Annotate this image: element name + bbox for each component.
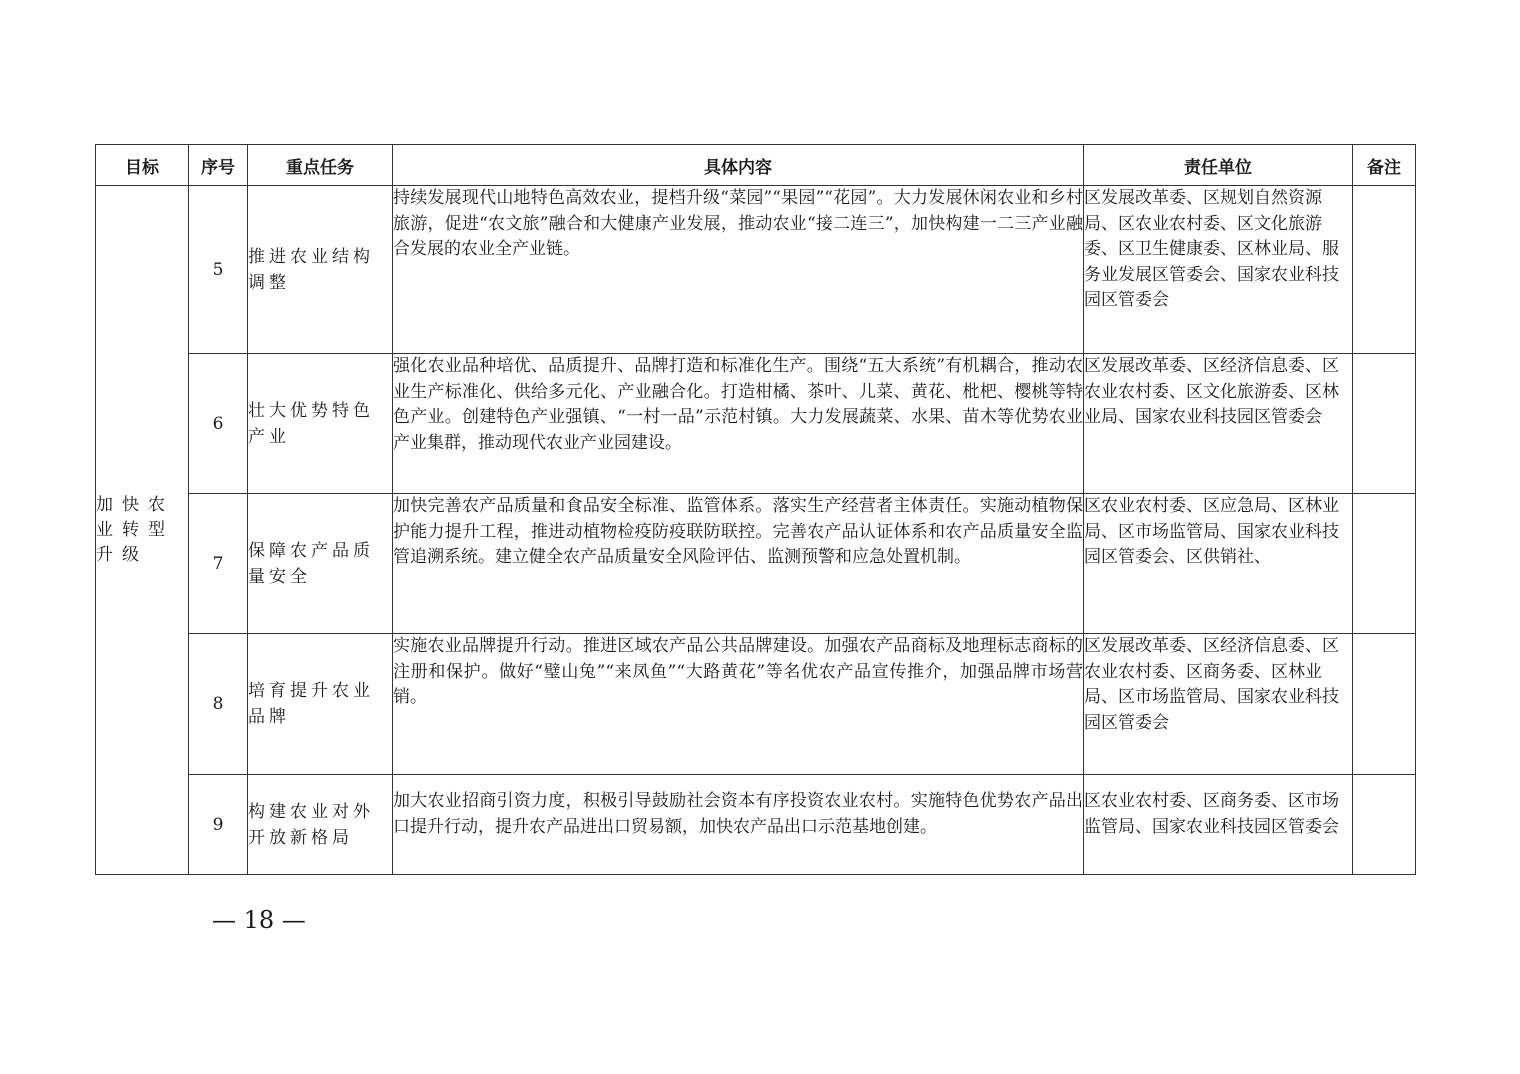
table-row <box>96 186 1416 354</box>
units-cell: 区发展改革委、区经济信息委、区农业农村委、区商务委、区林业局、区市场监管局、国家农业科技园区管委会 <box>1084 634 1353 775</box>
units-cell: 区发展改革委、区经济信息委、区农业农村委、区文化旅游委、区林业局、国家农业科技园区管委会 <box>1084 354 1353 494</box>
content-cell: 实施农业品牌提升行动。推进区域农产品公共品牌建设。加强农产品商标及地理标志商标的注册和保护。做好“璧山兔”“来凤鱼”“大路黄花”等名优农产品宣传推介，加强品牌市场营销。 <box>393 634 1084 775</box>
page-number: — 18 — <box>212 906 306 934</box>
task-cell: 保障农产品质量安全 <box>248 494 393 634</box>
table-row <box>96 494 1416 634</box>
table-header-row <box>96 145 1416 186</box>
note-cell <box>1353 494 1416 634</box>
content-cell: 加快完善农产品质量和食品安全标准、监管体系。落实生产经营者主体责任。实施动植物保护能力提升工程，推进动植物检疫防疫联防联控。完善农产品认证体系和农产品质量安全监管追溯系统。建立健全农产品质量安全风险评估、监测预警和应急处置机制。 <box>393 494 1084 634</box>
seq-cell: 8 <box>189 634 248 775</box>
note-cell <box>1353 775 1416 875</box>
content-cell: 持续发展现代山地特色高效农业，提档升级“菜园”“果园”“花园”。大力发展休闲农业和乡村旅游，促进“农文旅”融合和大健康产业发展，推动农业“接二连三”，加快构建一二三产业融合发展的农业全产业链。 <box>393 186 1084 354</box>
note-cell <box>1353 186 1416 354</box>
header-goal: 目标 <box>96 145 189 186</box>
seq-cell: 7 <box>189 494 248 634</box>
note-cell <box>1353 634 1416 775</box>
table-row <box>96 354 1416 494</box>
table-row <box>96 634 1416 775</box>
seq-cell: 5 <box>189 186 248 354</box>
seq-cell: 9 <box>189 775 248 875</box>
task-cell: 培育提升农业品牌 <box>248 634 393 775</box>
task-cell: 壮大优势特色产业 <box>248 354 393 494</box>
header-content: 具体内容 <box>393 145 1084 186</box>
seq-cell: 6 <box>189 354 248 494</box>
task-cell: 推进农业结构调整 <box>248 186 393 354</box>
task-cell: 构建农业对外开放新格局 <box>248 775 393 875</box>
header-seq: 序号 <box>189 145 248 186</box>
units-cell: 区农业农村委、区应急局、区林业局、区市场监管局、国家农业科技园区管委会、区供销社、 <box>1084 494 1353 634</box>
units-cell: 区农业农村委、区商务委、区市场监管局、国家农业科技园区管委会 <box>1084 775 1353 875</box>
header-task: 重点任务 <box>248 145 393 186</box>
header-note: 备注 <box>1353 145 1416 186</box>
table-row <box>96 775 1416 875</box>
content-cell: 加大农业招商引资力度，积极引导鼓励社会资本有序投资农业农村。实施特色优势农产品出口提升行动，提升农产品进出口贸易额，加快农产品出口示范基地创建。 <box>393 775 1084 875</box>
units-cell: 区发展改革委、区规划自然资源局、区农业农村委、区文化旅游委、区卫生健康委、区林业局、服务业发展区管委会、国家农业科技园区管委会 <box>1084 186 1353 354</box>
goal-cell: 加快农业转型升级 <box>96 186 189 875</box>
note-cell <box>1353 354 1416 494</box>
content-cell: 强化农业品种培优、品质提升、品牌打造和标准化生产。围绕“五大系统”有机耦合，推动农业生产标准化、供给多元化、产业融合化。打造柑橘、茶叶、儿菜、黄花、枇杷、樱桃等特色产业。创建特色产业强镇、“一村一品”示范村镇。大力发展蔬菜、水果、苗木等优势农业产业集群，推动现代农业产业园建设。 <box>393 354 1084 494</box>
task-table <box>95 144 1416 875</box>
header-units: 责任单位 <box>1084 145 1353 186</box>
